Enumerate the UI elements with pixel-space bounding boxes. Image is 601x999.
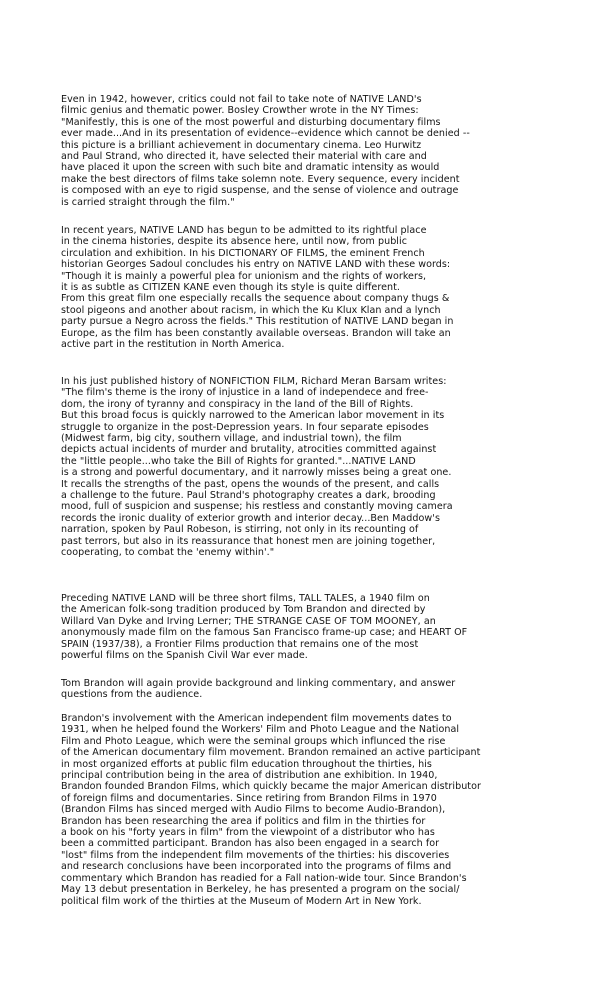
text-line: and Paul Strand, who directed it, have selected their material with care and [61, 151, 427, 163]
text-line: dom, the irony of tyranny and conspiracy in the land of the Bill of Rights. [61, 398, 414, 410]
text-line: (Brandon Films has sinced merged with Audio Films to become Audio-Brandon), [61, 804, 446, 816]
text-line: party pursue a Negro across the fields." This restitution of NATIVE LAND began in [61, 316, 454, 328]
text-line: powerful films on the Spanish Civil War ever made. [61, 650, 308, 662]
paragraph-commentary [61, 678, 581, 701]
text-line: From this great film one especially recalls the sequence about company thugs & [61, 293, 450, 305]
text-line: 1931, when he helped found the Workers' Film and Photo League and the National [61, 724, 460, 736]
text-line: Even in 1942, however, critics could not fail to take note of NATIVE LAND's [61, 94, 422, 105]
text-line: ever made...And in its presentation of evidence--evidence which cannot be denied -- [61, 128, 470, 140]
text-line: "lost" films from the independent film movements of the thirties: his discoveries [61, 849, 450, 861]
text-line: political film work of the thirties at the Museum of Modern Art in New York. [61, 895, 422, 907]
text-line: a challenge to the future. Paul Strand's photography creates a dark, brooding [61, 490, 436, 502]
text-line: the "little people...who take the Bill of Rights for granted."...NATIVE LAND [61, 455, 416, 467]
text-line: it is as subtle as CITIZEN KANE even though its style is quite different. [61, 282, 401, 294]
text-line: (Midwest farm, big city, southern village, and industrial town), the film [61, 433, 402, 445]
text-line: records the ironic duality of exterior growth and interior decay...Ben Maddow's [61, 512, 440, 524]
text-line: and research conclusions have been incorporated into the programs of films and [61, 861, 452, 873]
text-line: principal contribution being in the area of distribution ane exhibition. In 1940, [61, 770, 438, 782]
text-line: of the American documentary film movement. Brandon remained an active participant [61, 747, 481, 759]
text-line: May 13 debut presentation in Berkeley, he has presented a program on the social/ [61, 884, 460, 896]
text-line: commentary which Brandon has readied for a Fall nation-wide tour. Since Brandon's [61, 872, 467, 884]
text-line: Willard Van Dyke and Irving Lerner; THE STRANGE CASE OF TOM MOONEY, an [61, 615, 436, 627]
text-line: Tom Brandon will again provide background and linking commentary, and answer [61, 678, 456, 689]
paragraph-barsam [61, 376, 581, 559]
text-line: mood, full of suspicion and suspense; his restless and constantly moving camera [61, 501, 453, 513]
paragraph-brandon-bio [61, 713, 581, 907]
text-line: is a strong and powerful documentary, and it narrowly misses being a great one. [61, 467, 452, 479]
paragraph-short-films [61, 593, 581, 661]
text-line: been a committed participant. Brandon has also been engaged in a search for [61, 838, 440, 850]
text-line: in most organized efforts at public film education throughout the thirties, his [61, 758, 432, 770]
text-line: of foreign films and documentaries. Since retiring from Brandon Films in 1970 [61, 792, 437, 804]
text-line: Brandon's involvement with the American independent film movements dates to [61, 713, 452, 724]
text-line: struggle to organize in the post-Depression years. In four separate episodes [61, 421, 429, 433]
text-line: historian Georges Sadoul concludes his entry on NATIVE LAND with these words: [61, 259, 451, 271]
text-line: is composed with an eye to rigid suspense, and the sense of violence and outrage [61, 185, 459, 197]
text-line: In his just published history of NONFICTION FILM, Richard Meran Barsam writes: [61, 376, 447, 387]
text-line: Brandon has been researching the area if politics and film in the thirties for [61, 815, 426, 827]
text-line: cooperating, to combat the 'enemy within'." [61, 547, 275, 559]
text-line: Europe, as the film has been constantly available overseas. Brandon will take an [61, 327, 451, 339]
text-line: circulation and exhibition. In his DICTIONARY OF FILMS, the eminent French [61, 247, 425, 259]
text-line: Film and Photo League, which were the seminal groups which influnced the rise [61, 735, 446, 747]
text-line: in the cinema histories, despite its absence here, until now, from public [61, 236, 408, 248]
text-line: is carried straight through the film." [61, 196, 235, 208]
paragraph-critics-1942 [61, 94, 581, 208]
text-line: anonymously made film on the famous San Francisco frame-up case; and HEART OF [61, 627, 468, 639]
text-line: past terrors, but also in its reassurance that honest men are joining together, [61, 535, 436, 547]
text-line: the American folk-song tradition produced by Tom Brandon and directed by [61, 604, 426, 616]
text-line: narration, spoken by Paul Robeson, is stirring, not only in its recounting of [61, 524, 419, 536]
text-line: stool pigeons and another about racism, in which the Ku Klux Klan and a lynch [61, 304, 441, 316]
text-line: filmic genius and thematic power. Bosley Crowther wrote in the NY Times: [61, 105, 419, 117]
text-line: But this broad focus is quickly narrowed to the American labor movement in its [61, 410, 445, 422]
text-line: "Though it is mainly a powerful plea for unionism and the rights of workers, [61, 270, 427, 282]
text-line: It recalls the strengths of the past, opens the wounds of the present, and calls [61, 478, 440, 490]
text-line: In recent years, NATIVE LAND has begun to be admitted to its rightful place [61, 225, 427, 236]
text-line: depicts actual incidents of murder and brutality, atrocities committed against [61, 444, 437, 456]
text-line: active part in the restitution in North America. [61, 339, 285, 351]
text-line: questions from the audience. [61, 689, 203, 701]
paragraph-recent-years [61, 225, 581, 350]
text-line: this picture is a brilliant achievement in documentary cinema. Leo Hurwitz [61, 139, 422, 151]
text-line: make the best directors of films take solemn note. Every sequence, every incident [61, 173, 460, 185]
text-line: "Manifestly, this is one of the most powerful and disturbing documentary films [61, 116, 441, 128]
text-line: Brandon founded Brandon Films, which quickly became the major American distributor [61, 781, 481, 793]
text-line: "The film's theme is the irony of injustice in a land of independece and free- [61, 387, 429, 399]
text-line: SPAIN (1937/38), a Frontier Films production that remains one of the most [61, 638, 419, 650]
text-line: have placed it upon the screen with such bite and dramatic intensity as would [61, 162, 440, 174]
text-line: Preceding NATIVE LAND will be three short films, TALL TALES, a 1940 film on [61, 593, 430, 604]
text-line: a book on his "forty years in film" from the viewpoint of a distributor who has [61, 827, 435, 839]
